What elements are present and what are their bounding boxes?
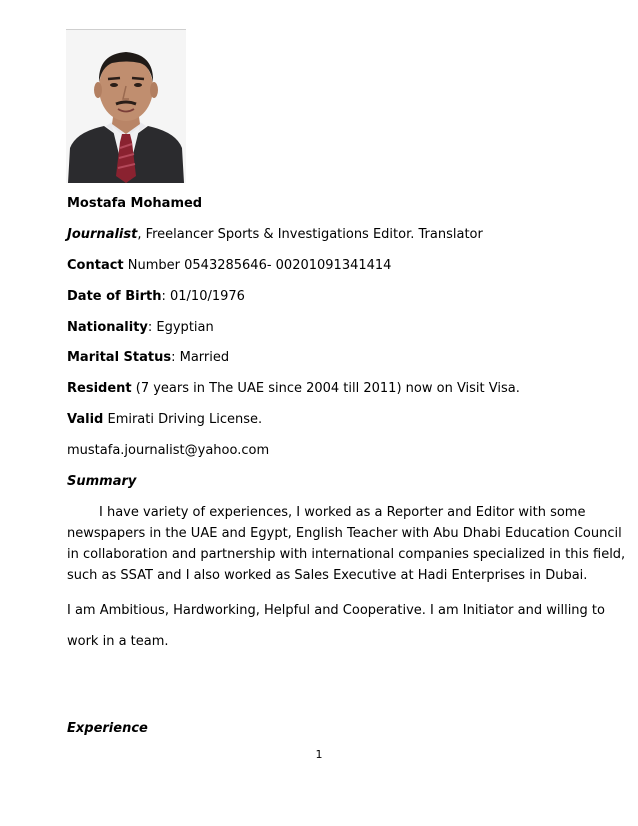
summary-heading: Summary — [67, 474, 137, 489]
summary-line: such as SSAT and I also worked as Sales Executive at Hadi Enterprises in Dubai. — [67, 568, 588, 583]
contact-text: Number 0543285646- 00201091341414 — [123, 258, 392, 273]
role-text: , Freelancer Sports & Investigations Editor. Translator — [137, 227, 483, 242]
dob-line — [67, 289, 245, 305]
marital-label: Marital Status — [67, 350, 172, 365]
role-line — [67, 227, 483, 243]
marital-text: : Married — [171, 350, 230, 365]
license-label: Valid — [67, 412, 104, 427]
nationality-text: : Egyptian — [147, 320, 214, 335]
traits-line: I am Ambitious, Hardworking, Helpful and Cooperative. I am Initiator and willing to — [67, 603, 605, 618]
page-number: 1 — [315, 748, 323, 761]
traits-paragraph — [67, 595, 605, 657]
contact-line — [67, 258, 391, 274]
resident-text: (7 years in The UAE since 2004 till 2011) now on Visit Visa. — [131, 381, 520, 396]
profile-photo — [66, 29, 186, 183]
summary-line: I have variety of experiences, I worked as a Reporter and Editor with some — [99, 505, 586, 520]
summary-line: in collaboration and partnership with international companies specialized in this field, — [67, 547, 626, 562]
license-text: Emirati Driving License. — [103, 412, 263, 427]
dob-label: Date of Birth — [67, 289, 162, 304]
role-label: Journalist — [67, 227, 138, 242]
experience-heading: Experience — [67, 721, 148, 736]
email-address: mustafa.journalist@yahoo.com — [67, 443, 270, 458]
nationality-label: Nationality — [67, 320, 148, 335]
nationality-line — [67, 320, 214, 336]
contact-label: Contact — [67, 258, 124, 273]
resident-line — [67, 381, 520, 397]
resident-label: Resident — [67, 381, 132, 396]
portrait-image — [66, 30, 186, 183]
license-line — [67, 412, 262, 428]
marital-line — [67, 350, 229, 366]
dob-text: : 01/10/1976 — [161, 289, 245, 304]
summary-paragraph — [67, 502, 626, 586]
summary-line: newspapers in the UAE and Egypt, English Teacher with Abu Dhabi Education Council — [67, 526, 622, 541]
traits-line: work in a team. — [67, 634, 169, 649]
full-name: Mostafa Mohamed — [67, 196, 203, 211]
